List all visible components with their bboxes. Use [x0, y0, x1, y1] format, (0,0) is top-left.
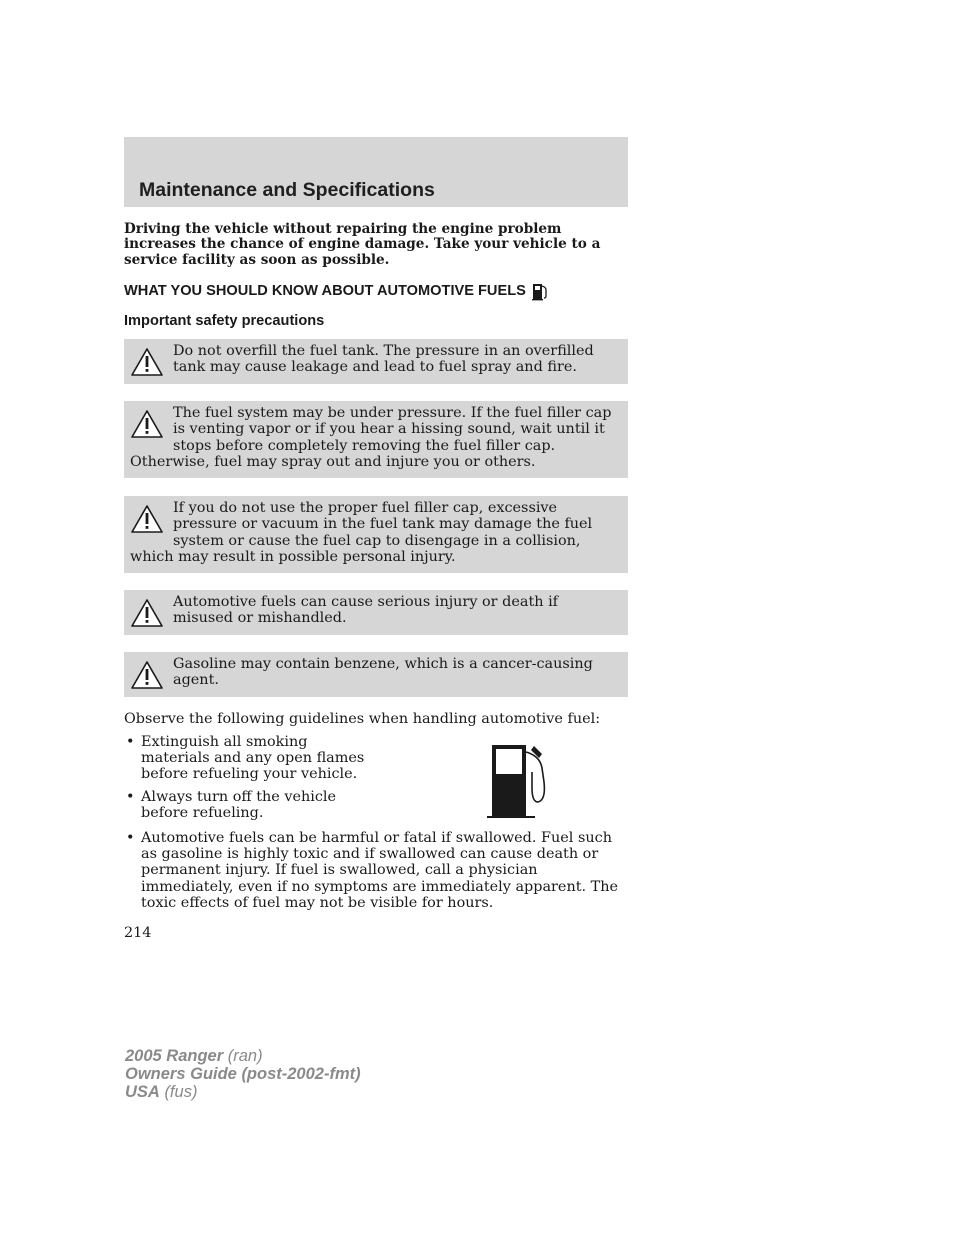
warning-triangle-icon [130, 660, 166, 690]
list-item-text: Always turn off the vehicle before refueling. [141, 788, 337, 821]
list-item [124, 830, 619, 911]
bullet-marker: • [126, 734, 135, 750]
warning-text: Gasoline may contain benzene, which is a cancer-causing agent. [173, 656, 593, 689]
section-header-band [124, 137, 628, 207]
warning-text: Automotive fuels can cause serious injury or death if misused or mishandled. [173, 594, 558, 627]
warning-box-2 [124, 401, 628, 478]
footer-guide: Owners Guide (post-2002-fmt) [125, 1065, 361, 1083]
list-item-text: Automotive fuels can be harmful or fatal if swallowed. Fuel such as gasoline is highly toxic and if swallowed can cause death or permanent injury. If fuel is swallowed, call a physician immediately, even if no symptoms are immediately apparent. The toxic effects of fuel may not be visible for hours. [141, 830, 619, 911]
footer-model-code: (ran) [227, 1047, 263, 1065]
list-item [124, 734, 376, 783]
warning-box-4 [124, 590, 628, 635]
guidelines-intro: Observe the following guidelines when handling automotive fuel: [124, 711, 601, 727]
list-item [124, 789, 386, 821]
bullet-marker: • [126, 788, 135, 805]
section-heading [124, 281, 549, 301]
subheading: Important safety precautions [124, 313, 325, 329]
warning-box-3 [124, 496, 628, 573]
warning-box-1 [124, 339, 628, 384]
page-title: Maintenance and Specifications [139, 179, 435, 201]
intro-paragraph: Driving the vehicle without repairing the engine problem increases the chance of engine damage. Take your vehicle to a service facility as soon as possible. [124, 221, 601, 268]
warning-triangle-icon [130, 598, 166, 628]
warning-triangle-icon [130, 347, 166, 377]
warning-box-5 [124, 652, 628, 697]
footer-market: USA [125, 1083, 160, 1101]
fuel-pump-icon [484, 742, 548, 820]
section-heading-text: WHAT YOU SHOULD KNOW ABOUT AUTOMOTIVE FUELS [124, 283, 526, 299]
footer-model: 2005 Ranger [125, 1047, 224, 1065]
footer-market-code: (fus) [164, 1083, 198, 1101]
footer-doc-info [125, 1047, 361, 1101]
fuel-pump-icon [531, 281, 549, 301]
warning-text: The fuel system may be under pressure. If the fuel filler cap is venting vapor or if you hear a hissing sound, wait until it stops before completely removing the fuel filler cap. Otherwise, fuel may spray out and injure you or others. [130, 405, 612, 471]
page-number: 214 [124, 925, 152, 941]
warning-text: Do not overfill the fuel tank. The pressure in an overfilled tank may cause leakage and lead to fuel spray and fire. [173, 343, 594, 376]
warning-triangle-icon [130, 409, 166, 439]
warning-text: If you do not use the proper fuel filler cap, excessive pressure or vacuum in the fuel tank may damage the fuel system or cause the fuel cap to disengage in a collision, which may result in possible personal injury. [130, 500, 593, 566]
warning-triangle-icon [130, 504, 166, 534]
list-item-text: Extinguish all smoking materials and any open flames before refueling your vehicle. [141, 734, 365, 783]
bullet-marker: • [126, 830, 135, 847]
